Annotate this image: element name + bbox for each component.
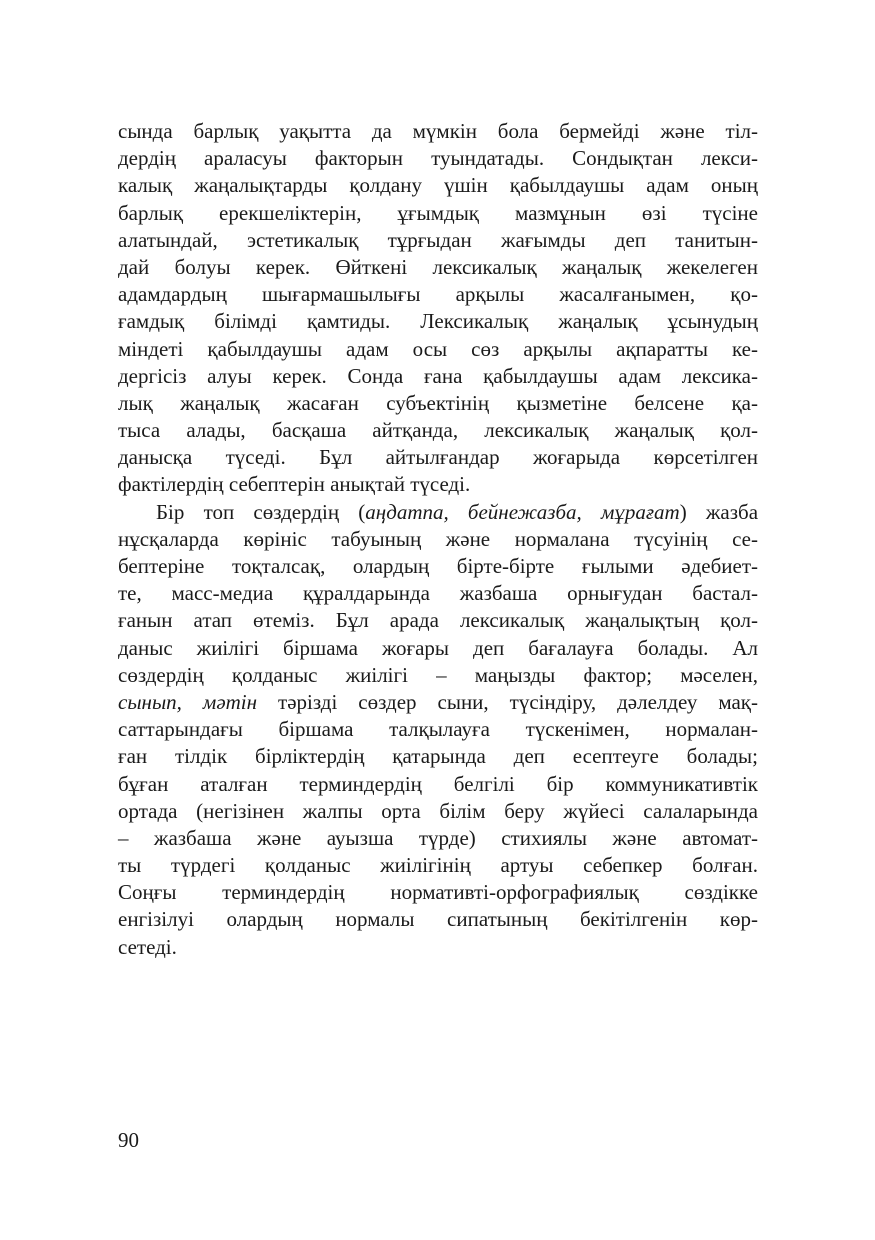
text-line: [118, 471, 758, 498]
text-run: адамдардың шығармашылығы арқылы жасалғанымен, қо-: [118, 282, 758, 307]
text-run: сөздердің қолданыс жиілігі – маңызды фактор; мәселен,: [118, 662, 758, 687]
text-run: міндеті қабылдаушы адам осы сөз арқылы ақпаратты ке-: [118, 336, 758, 361]
paragraph: [118, 499, 758, 961]
text-line: [118, 254, 758, 281]
text-run: данысқа түседі. Бұл айтылғандар жоғарыда көрсетілген: [118, 445, 758, 470]
text-run: Бір топ сөздердің (: [156, 499, 366, 524]
text-line: [118, 281, 758, 308]
text-line: [118, 798, 758, 825]
page-number: 90: [118, 1128, 139, 1152]
text-run: фактілердің себептерін анықтай түседі.: [118, 472, 471, 497]
text-run: тәрізді сөздер сыни, түсіндіру, дәлелдеу мақ-: [257, 689, 758, 714]
text-run: лық жаңалық жасаған субъектінің қызметіне белсене қа-: [118, 390, 758, 415]
text-line: [118, 580, 758, 607]
text-line: [118, 363, 758, 390]
text-run: ғамдық білімді қамтиды. Лексикалық жаңалық ұсынудың: [118, 309, 758, 334]
text-line: [118, 499, 758, 526]
text-line: [118, 879, 758, 906]
text-run: сында барлық уақытта да мүмкін бола бермейді және тіл-: [118, 119, 758, 143]
text-line: [118, 635, 758, 662]
text-line: [118, 553, 758, 580]
text-run: барлық ерекшеліктерін, ұғымдық мазмұнын өзі түсіне: [118, 200, 758, 225]
text-run: енгізілуі олардың нормалы сипатының бекітілгенін көр-: [118, 907, 758, 932]
text-run: ) жазба: [679, 499, 759, 524]
text-line: [118, 526, 758, 553]
text-run: ғанын атап өтеміз. Бұл арада лексикалық жаңалықтың қол-: [118, 608, 758, 633]
text-run: – жазбаша және ауызша түрде) стихиялы және автомат-: [118, 825, 758, 850]
italic-term: аңдатпа, бейнежазба, мұрағат: [365, 499, 680, 524]
paragraph: [118, 118, 758, 499]
text-line: [118, 934, 758, 961]
text-line: [118, 118, 758, 145]
text-line: [118, 336, 758, 363]
text-run: сетеді.: [118, 934, 177, 959]
text-run: бептеріне тоқталсақ, олардың бірте-бірте ғылыми әдебиет-: [118, 554, 758, 578]
text-run: бұған аталған терминдердің белгілі бір коммуникативтік: [118, 771, 758, 796]
text-line: [118, 200, 758, 227]
text-run: Соңғы терминдердің нормативті-орфографиялық сөздікке: [118, 880, 758, 905]
text-line: [118, 906, 758, 933]
text-run: даныс жиілігі біршама жоғары деп бағалауға болады. Ал: [118, 635, 758, 660]
text-line: [118, 145, 758, 172]
text-run: ған тілдік бірліктердің қатарында деп есептеуге болады;: [118, 744, 758, 769]
text-run: алатындай, эстетикалық тұрғыдан жағымды деп танитын-: [118, 227, 758, 252]
text-line: [118, 771, 758, 798]
text-line: [118, 444, 758, 471]
body-text: [118, 118, 758, 961]
text-line: [118, 825, 758, 852]
text-run: ортада (негізінен жалпы орта білім беру жүйесі салаларында: [118, 798, 758, 823]
text-line: [118, 662, 758, 689]
text-run: дай болуы керек. Өйткені лексикалық жаңалық жекелеген: [118, 254, 758, 279]
text-run: нұсқаларда көрініс табуының және нормалана түсуінің се-: [118, 526, 758, 551]
text-line: [118, 172, 758, 199]
text-line: [118, 308, 758, 335]
text-line: [118, 716, 758, 743]
text-line: [118, 743, 758, 770]
text-run: дергісіз алуы керек. Сонда ғана қабылдаушы адам лексика-: [118, 363, 758, 388]
text-line: [118, 227, 758, 254]
text-line: [118, 390, 758, 417]
text-line: [118, 607, 758, 634]
text-line: [118, 689, 758, 716]
text-run: ты түрдегі қолданыс жиілігінің артуы себепкер болған.: [118, 853, 758, 878]
text-line: [118, 852, 758, 879]
text-line: [118, 417, 758, 444]
text-run: те, масс-медиа құралдарында жазбаша орнығудан бастал-: [118, 581, 758, 606]
text-run: тыса алады, басқаша айтқанда, лексикалық жаңалық қол-: [118, 418, 758, 443]
italic-term: сынып, мәтін: [118, 689, 258, 714]
text-run: саттарындағы біршама талқылауға түскенімен, нормалан-: [118, 717, 758, 742]
text-run: калық жаңалықтарды қолдану үшін қабылдаушы адам оның: [118, 173, 758, 198]
text-run: дердің араласуы факторын туындатады. Сондықтан лекси-: [118, 146, 758, 171]
